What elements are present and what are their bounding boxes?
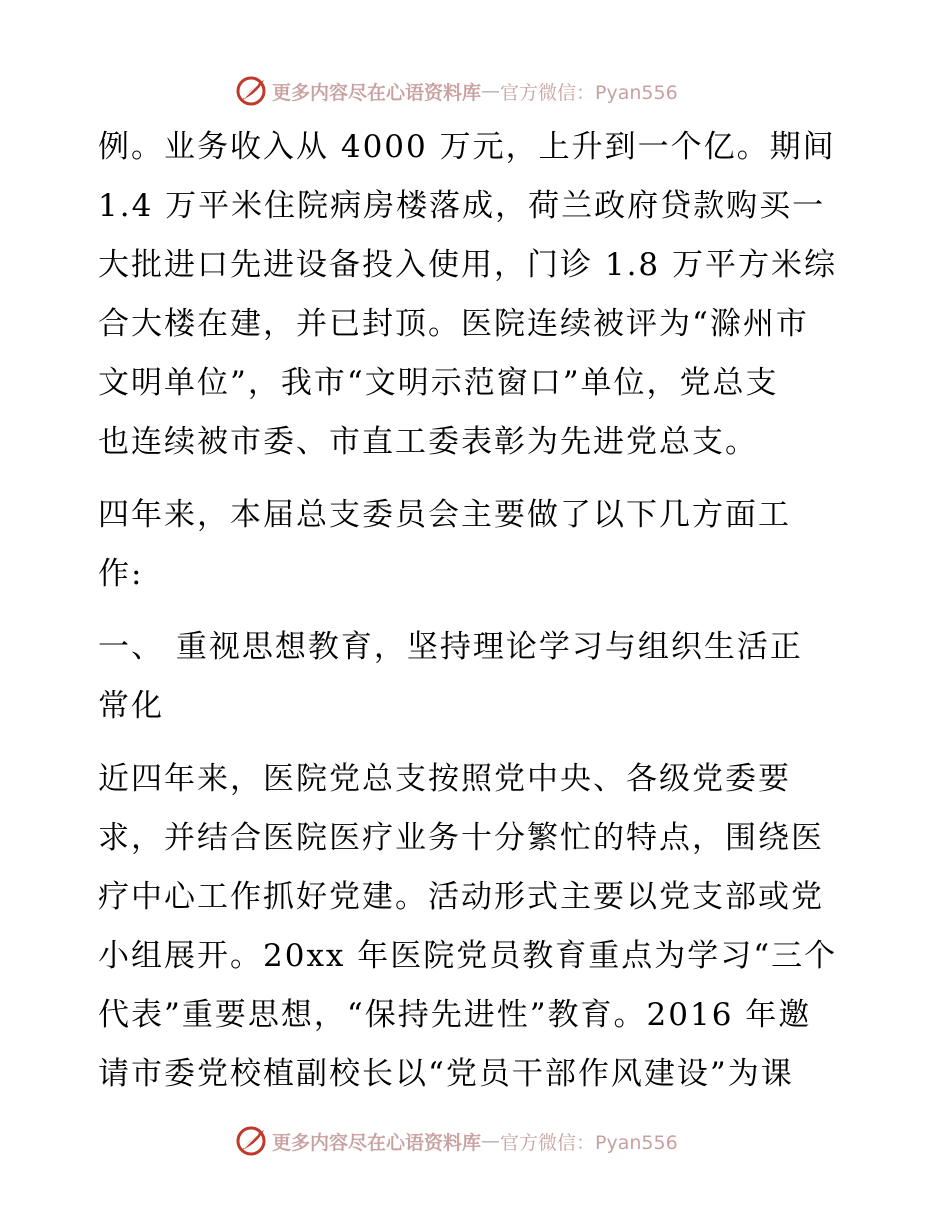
text-line: 作:: [98, 556, 144, 592]
watermark-separator: —: [481, 1130, 501, 1152]
text-line: 疗中心工作抓好党建。活动形式主要以党支部或党: [98, 879, 824, 915]
text-line: 1.4 万平米住院病房楼落成，荷兰政府贷款购买一: [98, 188, 826, 224]
section-heading-one: [98, 618, 858, 736]
watermark-main-text: 更多内容尽在心语资料库: [272, 81, 482, 104]
text-line: 求，并结合医院医疗业务十分繁忙的特点，围绕医: [98, 820, 824, 856]
paragraph-hospital-achievements: [98, 118, 858, 472]
text-line: 代表”重要思想，“保持先进性”教育。2016 年邀: [98, 997, 812, 1033]
heading-line: 常化: [98, 688, 164, 724]
text-line: 也连续被市委、市直工委表彰为先进党总支。: [98, 424, 758, 460]
document-body: [98, 118, 858, 1104]
text-line: 四年来，本届总支委员会主要做了以下几方面工: [98, 497, 791, 533]
watermark-wechat-text: 官方微信：Pyan556: [500, 1131, 678, 1154]
text-line: 小组展开。20xx 年医院党员教育重点为学习“三个: [98, 938, 838, 974]
watermark-main-text: 更多内容尽在心语资料库: [272, 1131, 482, 1154]
leaf-logo-icon: [234, 1124, 268, 1158]
text-line: 近四年来，医院党总支按照党中央、各级党委要: [98, 761, 791, 797]
heading-line: 一、 重视思想教育，坚持理论学习与组织生活正: [98, 629, 803, 665]
footer-watermark: [234, 1123, 678, 1159]
text-line: 大批进口先进设备投入使用，门诊 1.8 万平方米综: [98, 247, 838, 283]
watermark-wechat-text: 官方微信：Pyan556: [500, 81, 678, 104]
text-line: 请市委党校植副校长以“党员干部作风建设”为课: [98, 1056, 794, 1092]
leaf-logo-icon: [234, 74, 268, 108]
text-line: 例。业务收入从 4000 万元，上升到一个亿。期间: [98, 129, 836, 165]
paragraph-party-education: [98, 750, 858, 1104]
paragraph-work-summary-intro: [98, 486, 858, 604]
watermark-separator: —: [481, 80, 501, 102]
text-line: 文明单位”，我市“文明示范窗口”单位，党总支: [98, 365, 779, 401]
header-watermark: [234, 73, 678, 109]
text-line: 合大楼在建，并已封顶。医院连续被评为“滁州市: [98, 306, 809, 342]
